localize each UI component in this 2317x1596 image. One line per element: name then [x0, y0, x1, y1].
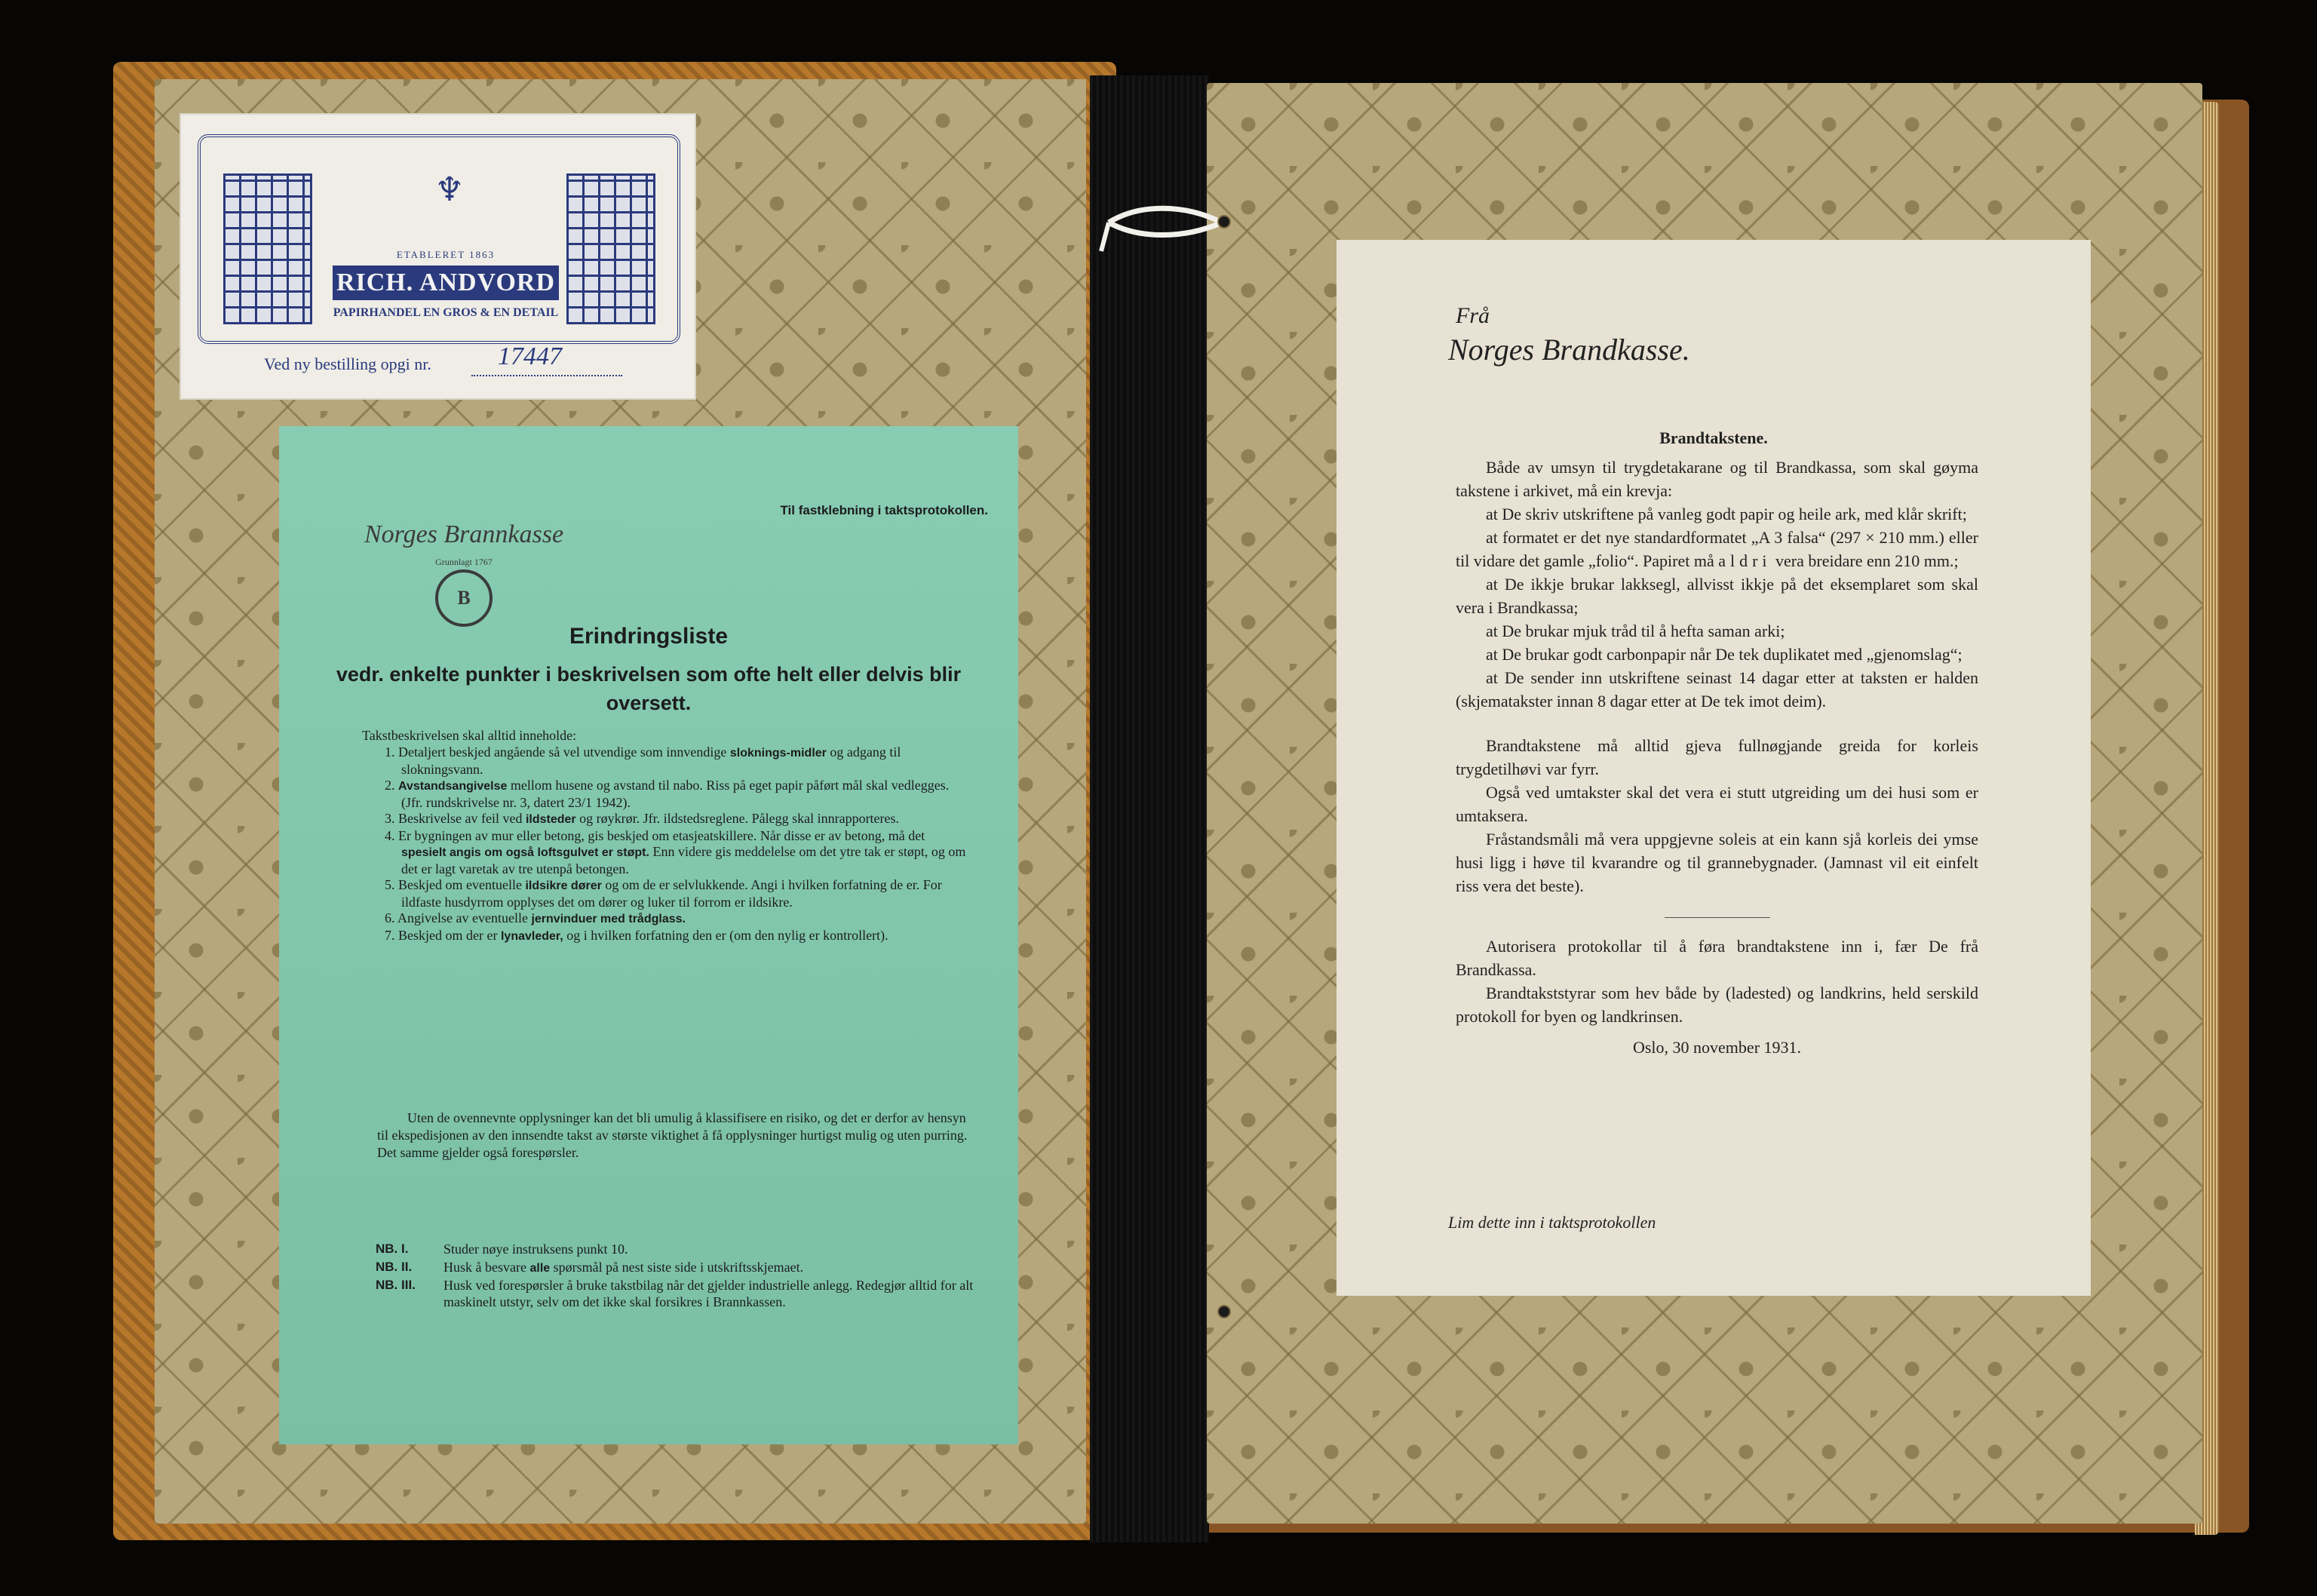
- notice-divider: [1665, 917, 1770, 918]
- reminder-paragraph: Uten de ovennevnte opplysninger kan det bli umulig å klassifisere en risiko, og det er derfor av hensyn til ekspedisjonen av den innsendte takst av største viktighet å få opplysninger hurtigst mulig og uten purring. Det samme gjelder også forespørsler.: [377, 1110, 968, 1160]
- building-left-illustration: [223, 173, 312, 324]
- notice-paragraph: Også ved umtakster skal det vera ei stutt utgreiding um dei husi som er umtaksera.: [1456, 783, 1978, 825]
- nb-item: NB. II. Husk å besvare alle spørsmål på nest siste side i utskriftsskjemaet.: [376, 1260, 804, 1275]
- logo-seal: B: [435, 569, 493, 627]
- list-item: 4. Er bygningen av mur eller betong, gis beskjed om etasjeatskillere. Når disse er av betong, må det spesielt angis om også loftsgulvet er støpt. Enn videre gis meddelelse om det ytre tak er støpt, og om det er lagt varetak av tre utenpå betongen.: [385, 827, 966, 876]
- ticket-underline: [471, 375, 622, 376]
- list-item: 2. Avstandsangivelse mellom husene og avstand til nabo. Riss på eget papir påført mål skal vedlegges. (Jfr. rundskrivelse nr. 3, datert 23/1 1942).: [385, 778, 950, 810]
- list-item: 3. Beskrivelse av feil ved ildsteder og røykrør. Jfr. ildstedsreglene. Pålegg skal innrapporteres.: [385, 811, 900, 826]
- notice-paragraph: at De sender inn utskriftene seinast 14 dagar etter at taksten er halden (skjematakster innan 8 dagar etter at De tek imot deim).: [1456, 668, 1978, 711]
- notice-paragraph: Både av umsyn til trygdetakarane og til Brandkassa, som skal gøyma takstene i arkivet, må ein krevja:: [1456, 458, 1978, 500]
- ticket-order-label: Ved ny bestilling opgi nr.: [264, 354, 431, 373]
- logo-text: Norges Brannkasse: [364, 520, 564, 548]
- notice-paragraph: Fråstandsmåli må vera uppgjevne soleis at ein kann sjå korleis dei ymse husi ligg i høve til kvarandre og til grannebygnader. (Jamnast vil eit einfelt riss vera det beste).: [1456, 830, 1978, 895]
- mercury-figure-icon: ♆: [434, 171, 465, 208]
- list-item: 5. Beskjed om eventuelle ildsikre dører og om de er selvlukkende. Angi i hvilken forfatning de er. For ildfaste husdyrrom opplyses det om dører og luker til forrom er ildsikre.: [385, 877, 942, 910]
- notice-paragraph: at formatet er det nye standardformatet „A 3 falsa“ (297 × 210 mm.) eller til vidare det gamle „folio“. Papiret må aldri vera breidare enn 210 mm.;: [1456, 528, 1978, 570]
- reminder-sheet: [279, 426, 1018, 1444]
- notice-paragraph: Autorisera protokollar til å føra brandtakstene inn i, fær De frå Brandkassa.: [1456, 937, 1978, 979]
- binding-string: [1094, 200, 1233, 253]
- ticket-brand: RICH. ANDVORD: [333, 265, 559, 300]
- binding-hole: [1217, 215, 1231, 229]
- list-item: 1. Detaljert beskjed angående så vel utvendige som innvendige sloknings-midler og adgang til slokningsvann.: [385, 744, 901, 777]
- notice-paragraph: Brandtakstene må alltid gjeva fullnøgjande greida for korleis trygdetilhøvi var fyrr.: [1456, 736, 1978, 778]
- notice-footer: Lim dette inn i taktsprotokollen: [1448, 1213, 1656, 1232]
- attach-note: Til fastklebning i taktsprotokollen.: [780, 503, 988, 517]
- notice-body: [1456, 456, 1978, 1059]
- nb-item: NB. III. Husk ved forespørsler å bruke takstbilag når det gjelder industrielle anlegg. Redegjør alltid for alt maskinelt utstyr, selv om det ikke skal forsikres i Brannkassen.: [376, 1278, 974, 1309]
- ticket-order-number: 17447: [498, 342, 562, 370]
- reminder-title: Erindringsliste: [569, 624, 729, 649]
- bookseller-ticket: [180, 113, 696, 400]
- building-right-illustration: [566, 173, 655, 324]
- ticket-established: ETABLERET 1863: [396, 249, 496, 260]
- notice-paragraph: at De skriv utskriftene på vanleg godt papir og heile ark, med klår skrift;: [1486, 505, 1967, 523]
- nb-item: NB. I. Studer nøye instruksens punkt 10.: [376, 1242, 628, 1257]
- notice-paragraph: at De brukar godt carbonpapir når De tek duplikatet med „gjenomslag“;: [1486, 645, 1963, 664]
- nb-list: [376, 1241, 979, 1312]
- book-spine: [1090, 75, 1209, 1542]
- binding-hole: [1217, 1305, 1231, 1318]
- reminder-list: [385, 744, 973, 944]
- list-item: 6. Angivelse av eventuelle jernvinduer med trådglass.: [385, 910, 686, 925]
- reminder-subtitle: vedr. enkelte punkter i beskrivelsen som ofte helt eller delvis blir oversett.: [336, 663, 962, 714]
- notice-paragraph: at De brukar mjuk tråd til å hefta saman arki;: [1486, 622, 1785, 640]
- notice-paragraph: Brandtakststyrar som hev både by (ladested) og landkrins, held serskild protokoll for byen og landkrinsen.: [1456, 984, 1978, 1026]
- notice-paragraph: at De ikkje brukar lakksegl, allvisst ikkje på det eksemplaret som skal vera i Brandkassa;: [1456, 575, 1978, 617]
- notice-from: Frå: [1456, 303, 1490, 328]
- notice-date: Oslo, 30 november 1931.: [1632, 1038, 1802, 1057]
- ticket-frame: [198, 134, 680, 344]
- logo-small-text: Grunnlagt 1767: [435, 557, 493, 567]
- notice-sheet: [1336, 240, 2091, 1296]
- brannkasse-logo: [351, 498, 577, 634]
- ticket-subtitle: PAPIRHANDEL EN GROS & EN DETAIL: [333, 306, 559, 319]
- list-item: 7. Beskjed om der er lynavleder, og i hvilken forfatning den er (om den nylig er kontrollert).: [385, 927, 888, 943]
- reminder-intro: Takstbeskrivelsen skal alltid inneholde:: [362, 728, 577, 743]
- notice-heading: Brandtakstene.: [1659, 428, 1768, 447]
- notice-organization: Norges Brandkasse.: [1448, 333, 1690, 367]
